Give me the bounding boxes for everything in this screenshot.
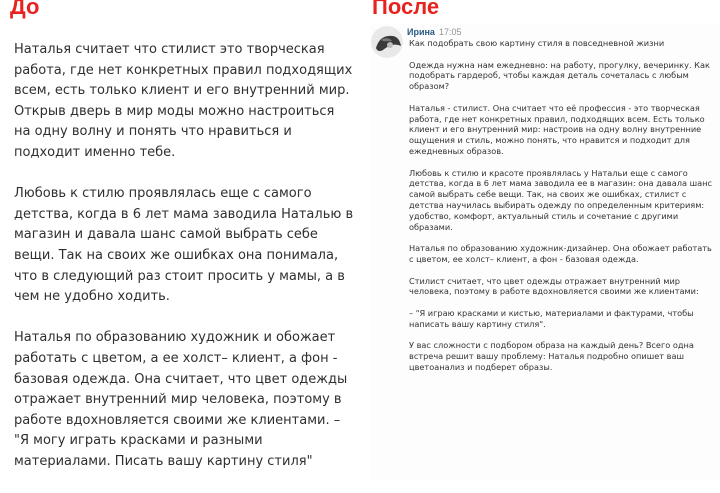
message-paragraph: Наталья - стилист. Она считает что её профессия - это творческая работа, где нет конкретных правил, подходящих всем. Есть только клиент и его внутренний мир: настроив на одну волну внутренние ощущения и стиль, можно понять, что нравится и подходит для ежедневных образов. xyxy=(409,102,705,156)
message-paragraph: Одежда нужна нам ежедневно: на работу, прогулку, вечеринку. Как подобрать гардероб, чтобы каждая деталь сочеталась с любым образом? xyxy=(409,59,710,92)
message-body xyxy=(409,38,714,384)
message-header xyxy=(407,27,461,38)
message-time: 17:05 xyxy=(438,27,462,37)
user-avatar-icon[interactable] xyxy=(371,26,403,58)
chat-message-panel xyxy=(371,24,720,480)
message-paragraph: Любовь к стилю и красоте проявлялась у Натальи еще с самого детства, когда в 6 лет мама заводила ее в магазин: она давала шанс самой выбрать себе вещи. Так, на своих же ошибках, стилист с детства научилась выбирать одежду по определенным критериям: удобство, комфорт, актуальный стиль и сочетание с другими образами. xyxy=(409,167,712,232)
after-heading: После xyxy=(372,0,440,19)
before-text-panel xyxy=(14,40,354,493)
before-paragraph: Наталья считает что стилист это творческая работа, где нет конкретных правил подходящих всем, есть только клиент и его внутренний мир. Открыв дверь в мир моды можно настроиться на одну волну и понять что нравиться и подходит именно тебе. xyxy=(14,42,353,160)
message-paragraph: У вас сложности с подбором образа на каждый день? Всего одна встреча решит вашу проблему: Наталья подробно опишет ваш цветоанализ и подберет образы. xyxy=(409,340,694,372)
sender-name[interactable]: Ирина xyxy=(407,27,435,37)
message-paragraph: Стилист считает, что цвет одежды отражает внутренний мир человека, поэтому в работе вдохновляется своими же клиентами: xyxy=(409,275,699,297)
before-paragraph: Наталья по образованию художник и обожает работать с цветом, а ее холст– клиент, а фон - базовая одежда. Она считает, что цвет одежды отражает внутренний мир человека, поэтому в работе вдохновляется своими же клиентами. – "Я могу играть красками и разными материалами. Писать вашу картину стиля" xyxy=(14,330,348,469)
before-paragraph: Любовь к стилю проявлялась еще с самого детства, когда в 6 лет мама заводила Наталью в магазин и давала шанс самой выбрать себе вещи. Так на своих же ошибках она понимала, что в следующий раз стоит просить у мамы, а в чем не удобно ходить. xyxy=(14,186,354,305)
before-heading: До xyxy=(10,0,40,19)
message-paragraph: – "Я играю красками и кистью, материалами и фактурами, чтобы написать вашу картину стиля". xyxy=(409,307,694,329)
message-paragraph: Как подобрать свою картину стиля в повседневной жизни xyxy=(409,38,665,48)
message-paragraph: Наталья по образованию художник-дизайнер. Она обожает работать с цветом, ее холст– клиент, а фон - базовая одежда. xyxy=(409,243,712,264)
